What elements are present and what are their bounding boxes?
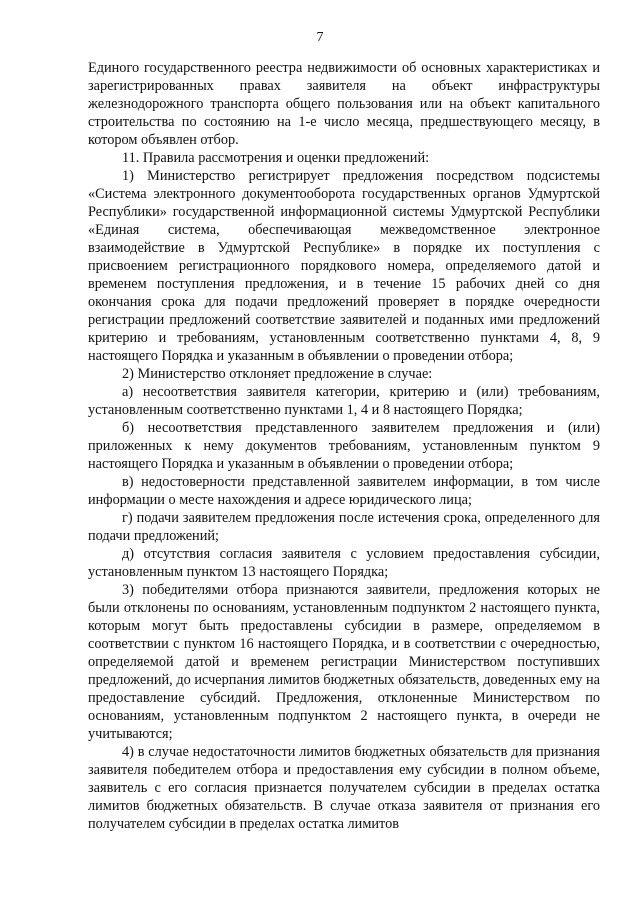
paragraph-item-4: 4) в случае недостаточности лимитов бюджетных обязательств для признания заявителя победителем отбора и предоставления ему субсидии в полном объеме, заявитель с его согласия признается получателем субсидии в пределах остатка лимитов бюджетных обязательств. В случае отказа заявителя от признания его получателем субсидии в пределах остатка лимитов bbox=[88, 744, 600, 832]
section-heading-11: 11. Правила рассмотрения и оценки предложений: bbox=[122, 150, 430, 166]
paragraph-item-1: 1) Министерство регистрирует предложения посредством подсистемы «Система электронного документооборота государственных органов Удмуртской Республики» государственной информационной системы Удмуртской Республики «Единая система, обеспечивающая межведомственное электронное взаимодействие в Удмуртской Республике» в порядке их поступления с присвоением регистрационного порядкового номера, определяемого датой и временем поступления предложения, и в течение 15 рабочих дней со дня окончания срока для подачи предложений проверяет в порядке очередности регистрации предложений соответствие заявителей и поданных ими предложений критерию и требованиям, установленным соответственно пунктами 4, 8, 9 настоящего Порядка и указанным в объявлении о проведении отбора; bbox=[88, 168, 600, 364]
paragraph-continuation: Единого государственного реестра недвижимости об основных характеристиках и зарегистрированных правах заявителя на объект инфраструктуры железнодорожного транспорта общего пользования или на объект капитального строительства по состоянию на 1-е число месяца, предшествующего месяцу, в котором объявлен отбор. bbox=[88, 60, 600, 148]
paragraph-subitem-g: г) подачи заявителем предложения после истечения срока, определенного для подачи предложений; bbox=[88, 510, 600, 544]
paragraph-subitem-d: д) отсутствия согласия заявителя с условием предоставления субсидии, установленным пунктом 13 настоящего Порядка; bbox=[88, 546, 600, 580]
paragraph-subitem-a: а) несоответствия заявителя категории, критерию и (или) требованиям, установленным соответственно пунктами 1, 4 и 8 настоящего Порядка; bbox=[88, 384, 600, 418]
paragraph-subitem-v: в) недостоверности представленной заявителем информации, в том числе информации о месте нахождения и адресе юридического лица; bbox=[88, 474, 600, 508]
document-body bbox=[88, 59, 600, 833]
paragraph-subitem-b: б) несоответствия представленного заявителем предложения и (или) приложенных к нему документов требованиям, установленным пунктом 9 настоящего Порядка и указанным в объявлении о проведении отбора; bbox=[88, 420, 600, 472]
page-number: 7 bbox=[316, 30, 324, 45]
paragraph-item-3: 3) победителями отбора признаются заявители, предложения которых не были отклонены по основаниям, установленным подпунктом 2 настоящего пункта, которым могут быть предоставлены субсидии в размере, определяемом в соответствии с пунктом 16 настоящего Порядка, и в соответствии с очередностью, определяемой датой и временем регистрации Министерством поступивших предложений, до исчерпания лимитов бюджетных обязательств, доведенных ему на предоставление субсидий. Предложения, отклоненные Министерством по основаниям, установленным подпунктом 2 настоящего пункта, в очереди не учитываются; bbox=[88, 582, 600, 742]
paragraph-item-2: 2) Министерство отклоняет предложение в случае: bbox=[122, 366, 433, 382]
